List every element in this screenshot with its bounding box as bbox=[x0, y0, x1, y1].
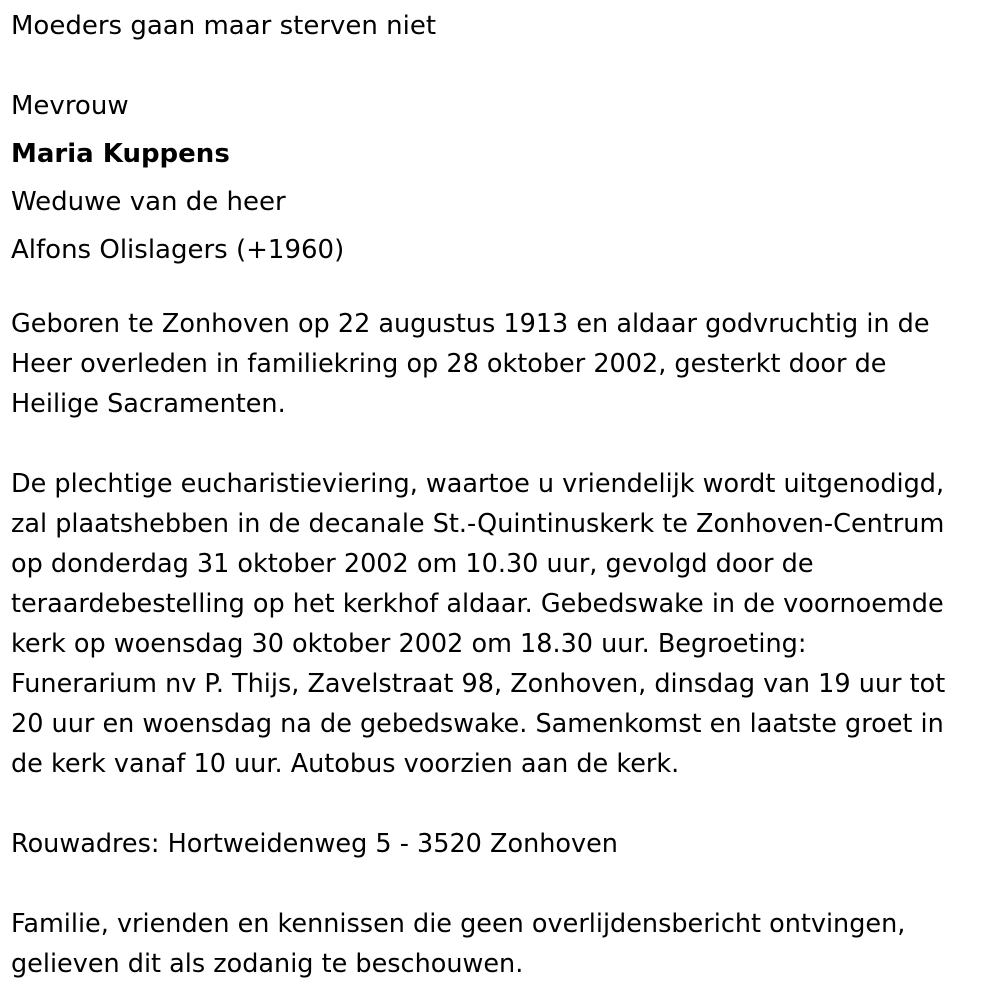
obituary-notice bbox=[11, 0, 991, 984]
spouse-name: Alfons Olislagers (+1960) bbox=[11, 235, 345, 265]
widow-line: Weduwe van de heer bbox=[11, 187, 286, 217]
deceased-name: Maria Kuppens bbox=[11, 139, 230, 169]
mourning-address: Rouwadres: Hortweidenweg 5 - 3520 Zonhoven bbox=[11, 829, 618, 859]
salutation: Mevrouw bbox=[11, 91, 129, 121]
birth-death-paragraph: Geboren te Zonhoven op 22 augustus 1913 en aldaar godvruchtig in de Heer overleden in familiekring op 28 oktober 2002, gesterkt door de Heilige Sacramenten. bbox=[11, 309, 930, 419]
spacer bbox=[11, 50, 991, 82]
spacer bbox=[11, 864, 991, 904]
spacer bbox=[11, 424, 991, 464]
spacer bbox=[11, 784, 991, 824]
motto: Moeders gaan maar sterven niet bbox=[11, 11, 437, 41]
ceremony-paragraph: De plechtige eucharistieviering, waartoe u vriendelijk wordt uitgenodigd, zal plaatshebben in de decanale St.-Quintinuskerk te Zonhoven-Centrum op donderdag 31 oktober 2002 om 10.30 uur, gevolgd door de teraardebestelling op het kerkhof aldaar. Gebedswake in de voornoemde kerk op woensdag 30 oktober 2002 om 18.30 uur. Begroeting: Funerarium nv P. Thijs, Zavelstraat 98, Zonhoven, dinsdag van 19 uur tot 20 uur en woensdag na de gebedswake. Samenkomst en laatste groet in de kerk vanaf 10 uur. Autobus voorzien aan de kerk. bbox=[11, 469, 946, 779]
spacer bbox=[11, 274, 991, 304]
closing-paragraph: Familie, vrienden en kennissen die geen overlijdensbericht ontvingen, gelieven dit als zodanig te beschouwen. bbox=[11, 909, 906, 979]
